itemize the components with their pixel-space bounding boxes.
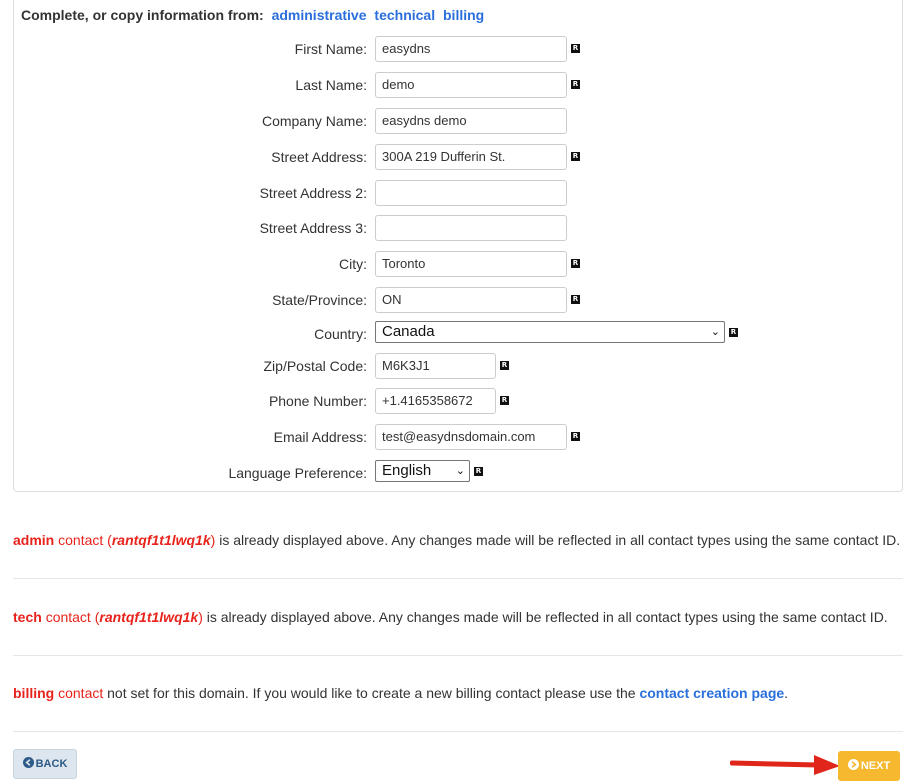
zip-label: Zip/Postal Code:	[263, 358, 367, 374]
admin-notice-text: is already displayed above. Any changes made will be reflected in all contact types using the same contact ID.	[219, 532, 901, 548]
copy-administrative-link[interactable]: administrative	[271, 7, 367, 23]
next-button[interactable]	[838, 751, 900, 781]
required-icon: R	[730, 328, 737, 336]
last-name-label: Last Name:	[295, 77, 367, 93]
required-icon: R	[572, 432, 579, 440]
tech-contact-notice: tech contact (rantqf1t1lwq1k) is already displayed above. Any changes made will be reflected in all contact types using the same contact ID.	[13, 609, 888, 625]
billing-contact-notice	[13, 685, 788, 701]
required-icon: R	[572, 44, 579, 52]
street-address-3-row	[0, 215, 912, 241]
chevron-down-icon: ⌄	[455, 465, 465, 477]
copy-from-label: Complete, or copy information from:	[21, 7, 264, 23]
next-arrow-icon	[848, 759, 859, 770]
street-address-label: Street Address:	[271, 149, 367, 165]
admin-contact-notice: admin contact (rantqf1t1lwq1k) is already displayed above. Any changes made will be reflected in all contact types using the same contact ID.	[13, 532, 901, 548]
copy-from-line	[21, 7, 484, 23]
back-arrow-icon	[23, 757, 34, 768]
country-select-value: Canada	[382, 323, 435, 340]
back-button-label: BACK	[35, 758, 68, 770]
phone-row	[0, 388, 912, 414]
billing-type: billing	[13, 685, 55, 701]
street-address-2-label: Street Address 2:	[259, 185, 367, 201]
admin-contact-word: contact	[58, 532, 104, 548]
country-row	[0, 321, 912, 347]
zip-input[interactable]: M6K3J1	[375, 353, 496, 379]
street-address-3-input[interactable]	[375, 215, 567, 241]
street-address-3-label: Street Address 3:	[259, 220, 367, 236]
divider	[13, 655, 903, 656]
back-button[interactable]	[13, 749, 77, 779]
contact-creation-link[interactable]: contact creation page	[639, 685, 785, 701]
copy-technical-link[interactable]: technical	[374, 7, 436, 23]
first-name-input[interactable]: easydns	[375, 36, 567, 62]
street-address-2-input[interactable]	[375, 180, 567, 206]
next-button-label: NEXT	[860, 760, 891, 772]
last-name-input[interactable]: demo	[375, 72, 567, 98]
admin-type: admin	[13, 532, 55, 548]
email-row	[0, 424, 912, 450]
required-icon: R	[572, 80, 579, 88]
language-label: Language Preference:	[228, 465, 367, 481]
country-label: Country:	[314, 326, 367, 342]
phone-label: Phone Number:	[268, 393, 367, 409]
city-input[interactable]: Toronto	[375, 251, 567, 277]
state-input[interactable]: ON	[375, 287, 567, 313]
copy-billing-link[interactable]: billing	[443, 7, 485, 23]
last-name-row	[0, 72, 912, 98]
divider	[13, 578, 903, 579]
language-row	[0, 460, 912, 486]
first-name-label: First Name:	[294, 41, 367, 57]
tech-contact-id: rantqf1t1lwq1k	[99, 609, 199, 625]
tech-notice-text: is already displayed above. Any changes made will be reflected in all contact types using the same contact ID.	[206, 609, 888, 625]
company-label: Company Name:	[261, 113, 367, 129]
company-input[interactable]: easydns demo	[375, 108, 567, 134]
state-label: State/Province:	[272, 292, 367, 308]
required-icon: R	[501, 361, 508, 369]
billing-notice-text: not set for this domain. If you would like to create a new billing contact please use the	[107, 685, 636, 701]
divider	[13, 731, 903, 732]
language-select[interactable]	[375, 460, 470, 482]
tech-type: tech	[13, 609, 42, 625]
required-icon: R	[501, 396, 508, 404]
country-select[interactable]	[375, 321, 725, 343]
language-select-value: English	[382, 462, 432, 479]
tech-contact-word: contact	[45, 609, 91, 625]
first-name-row	[0, 36, 912, 62]
phone-input[interactable]: +1.4165358672	[375, 388, 496, 414]
street-address-input[interactable]: 300A 219 Dufferin St.	[375, 144, 567, 170]
required-icon: R	[572, 259, 579, 267]
billing-notice-end: .	[784, 685, 789, 701]
state-row	[0, 287, 912, 313]
billing-contact-word: contact	[58, 685, 104, 701]
city-row	[0, 251, 912, 277]
admin-contact-id: rantqf1t1lwq1k	[111, 532, 211, 548]
chevron-down-icon: ⌄	[710, 326, 720, 338]
email-label: Email Address:	[273, 429, 367, 445]
zip-row	[0, 353, 912, 379]
company-row	[0, 108, 912, 134]
street-address-row	[0, 144, 912, 170]
street-address-2-row	[0, 180, 912, 206]
city-label: City:	[339, 256, 367, 272]
required-icon: R	[572, 152, 579, 160]
required-icon: R	[572, 295, 579, 303]
required-icon: R	[475, 467, 482, 475]
pointer-arrow-icon	[730, 752, 842, 778]
email-input[interactable]: test@easydnsdomain.com	[375, 424, 567, 450]
